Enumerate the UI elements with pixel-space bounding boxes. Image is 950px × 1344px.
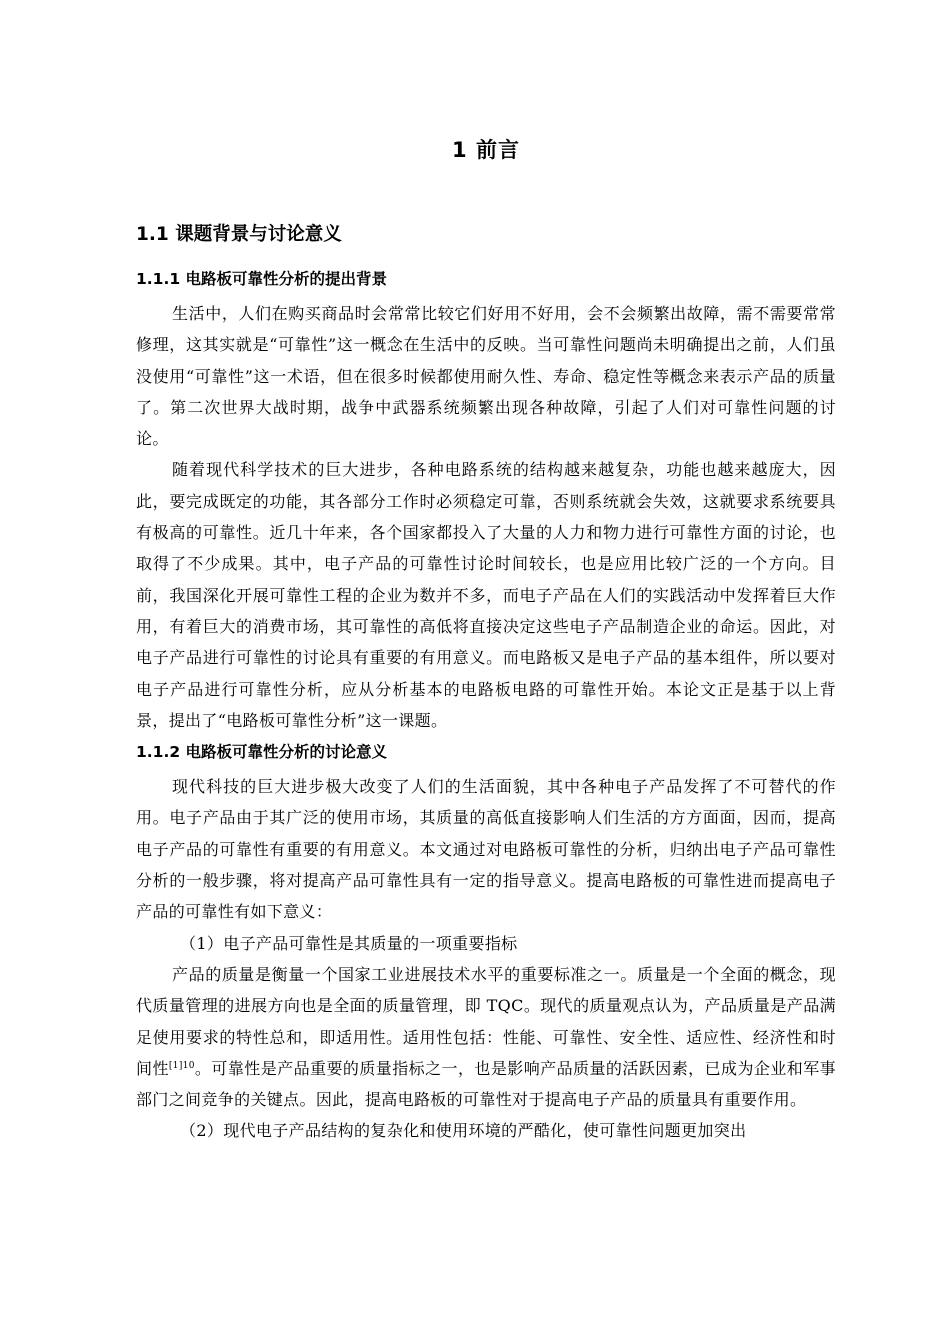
list-item: （2）现代电子产品结构的复杂化和使用环境的严酷化，使可靠性问题更加突出	[180, 1121, 747, 1141]
paragraph: 生活中，人们在购买商品时会常常比较它们好用不好用，会不会频繁出故障，需不需要常常修理，这其实就是“可靠性”这一概念在生活中的反映。当可靠性问题尚未明确提出之前，人们虽没使用“可靠性”这一术语，但在很多时候都使用耐久性、寿命、稳定性等概念来表示产品的质量了。第二次世界大战时期，战争中武器系统频繁出现各种故障，引起了人们对可靠性问题的讨论。	[136, 304, 836, 449]
citation-reference: [1]10	[168, 1060, 195, 1071]
subsection-title-background: 1.1.1 电路板可靠性分析的提出背景	[136, 270, 388, 288]
paragraph-text: 产品的质量是衡量一个国家工业进展技术水平的重要标准之一。质量是一个全面的概念，现代质量管理的进展方向也是全面的质量管理，即 TQC。现代的质量观点认为，产品质量是产品满足使用要求的特性总和，即适用性。适用性包括：性能、可靠性、安全性、适应性、经济性和时间性	[136, 964, 836, 1078]
paragraph	[136, 959, 836, 1115]
chapter-title: 1 前言	[452, 138, 520, 162]
subsection-title-significance: 1.1.2 电路板可靠性分析的讨论意义	[136, 743, 388, 762]
paragraph: 随着现代科学技术的巨大进步，各种电路系统的结构越来越复杂，功能也越来越庞大，因此，要完成既定的功能，其各部分工作时必须稳定可靠，否则系统就会失效，这就要求系统要具有极高的可靠性。近几十年来，各个国家都投入了大量的人力和物力进行可靠性方面的讨论，也取得了不少成果。其中，电子产品的可靠性讨论时间较长，也是应用比较广泛的一个方向。目前，我国深化开展可靠性工程的企业为数并不多，而电子产品在人们的实践活动中发挥着巨大作用，有着巨大的消费市场，其可靠性的高低将直接决定这些电子产品制造企业的命运。因此，对电子产品进行可靠性的讨论具有重要的有用意义。而电路板又是电子产品的基本组件，所以要对电子产品进行可靠性分析，应从分析基本的电路板电路的可靠性开始。本论文正是基于以上背景，提出了“电路板可靠性分析”这一课题。	[136, 460, 836, 730]
paragraph: 现代科技的巨大进步极大改变了人们的生活面貌，其中各种电子产品发挥了不可替代的作用。电子产品由于其广泛的使用市场，其质量的高低直接影响人们生活的方方面面，因而，提高电子产品的可靠性有重要的有用意义。本文通过对电路板可靠性的分析，归纳出电子产品可靠性分析的一般步骤，将对提高产品可靠性具有一定的指导意义。提高电路板的可靠性进而提高电子产品的可靠性有如下意义：	[136, 777, 836, 922]
section-title: 1.1 课题背景与讨论意义	[136, 224, 342, 245]
paragraph-text: 。可靠性是产品重要的质量指标之一，也是影响产品质量的活跃因素，已成为企业和军事部门之间竞争的关键点。因此，提高电路板的可靠性对于提高电子产品的质量具有重要作用。	[136, 1058, 837, 1110]
list-item: （1）电子产品可靠性是其质量的一项重要指标	[180, 933, 518, 953]
page-content	[136, 132, 836, 1147]
